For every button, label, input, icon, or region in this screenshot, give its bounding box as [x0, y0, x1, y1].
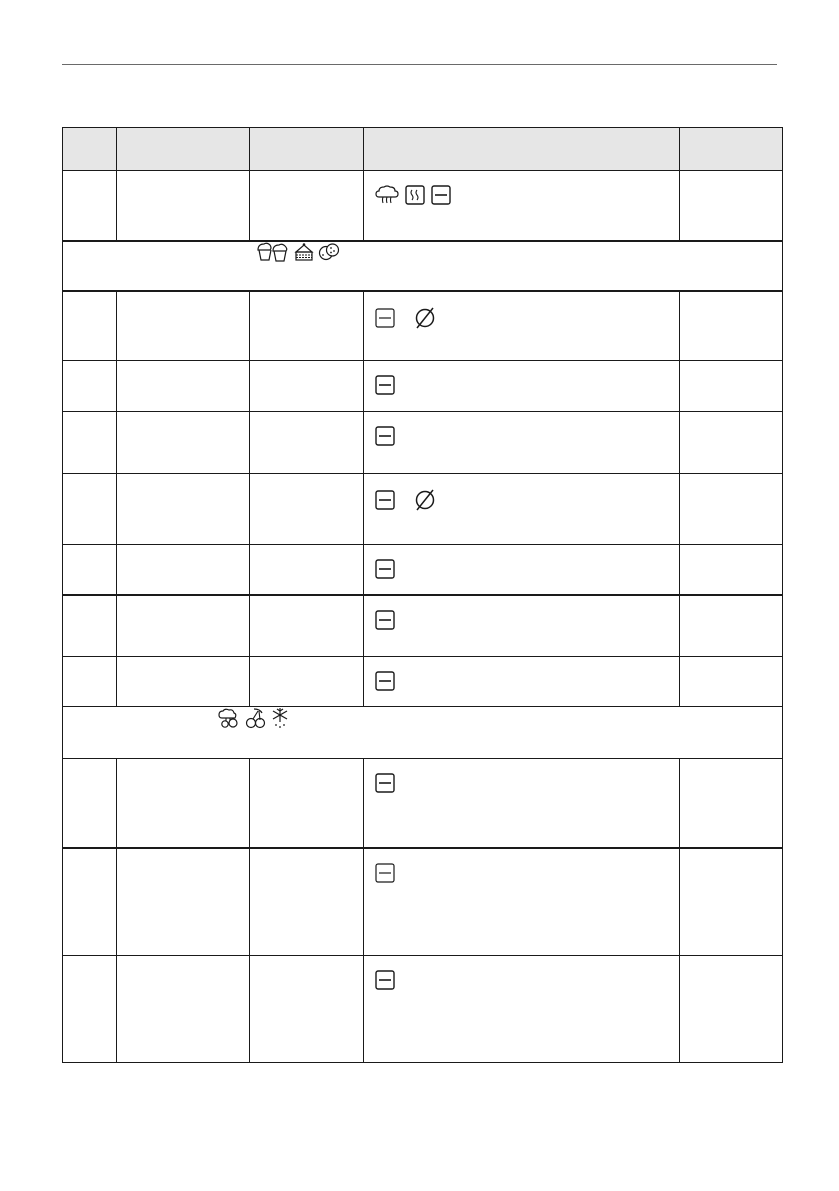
bottom-heat-icon: [375, 671, 395, 691]
bottom-heat-icon: [375, 559, 395, 579]
category-row-vegetables: [63, 707, 783, 759]
table-row: [63, 171, 783, 241]
bottom-heat-icon: [375, 610, 395, 630]
bottom-heat-icon: [375, 308, 395, 328]
category-row-baking: [63, 241, 783, 291]
bottom-heat-icon: [431, 185, 451, 205]
bottom-heat-icon: [375, 970, 395, 990]
table-row: [63, 759, 783, 848]
table-row: [63, 956, 783, 1063]
conventional-heat-icon: [413, 306, 437, 330]
table-row: [63, 474, 783, 545]
bottom-heat-icon: [375, 863, 395, 883]
table-row: [63, 595, 783, 657]
table-row: [63, 545, 783, 595]
table-row: [63, 412, 783, 474]
page-top-rule: [62, 64, 777, 65]
bottom-heat-icon: [375, 375, 395, 395]
fruit-icon: [244, 707, 266, 729]
cookies-icon: [318, 242, 340, 262]
vegetable-icons: [218, 707, 290, 729]
bottom-heat-icon: [375, 490, 395, 510]
steam-icon: [375, 185, 399, 205]
conventional-heat-icon: [413, 488, 437, 512]
header-cell-3: [250, 128, 364, 171]
header-cell-4: [364, 128, 680, 171]
table-row: [63, 361, 783, 412]
baking-icons: [256, 242, 340, 262]
table-header-row: [63, 128, 783, 171]
frozen-icon: [270, 707, 290, 729]
bottom-heat-icon: [375, 773, 395, 793]
table-row: [63, 291, 783, 361]
header-cell-5: [680, 128, 783, 171]
cake-icon: [294, 242, 314, 262]
bottom-heat-icon: [375, 426, 395, 446]
header-cell-2: [117, 128, 250, 171]
header-cell-1: [63, 128, 117, 171]
heating-mode-icons: [364, 171, 679, 205]
muffins-icon: [256, 242, 290, 262]
table-row: [63, 657, 783, 707]
vegetables-icon: [218, 708, 240, 728]
grill-heat-icon: [405, 185, 425, 205]
program-table: [62, 127, 783, 1063]
table-row: [63, 848, 783, 956]
